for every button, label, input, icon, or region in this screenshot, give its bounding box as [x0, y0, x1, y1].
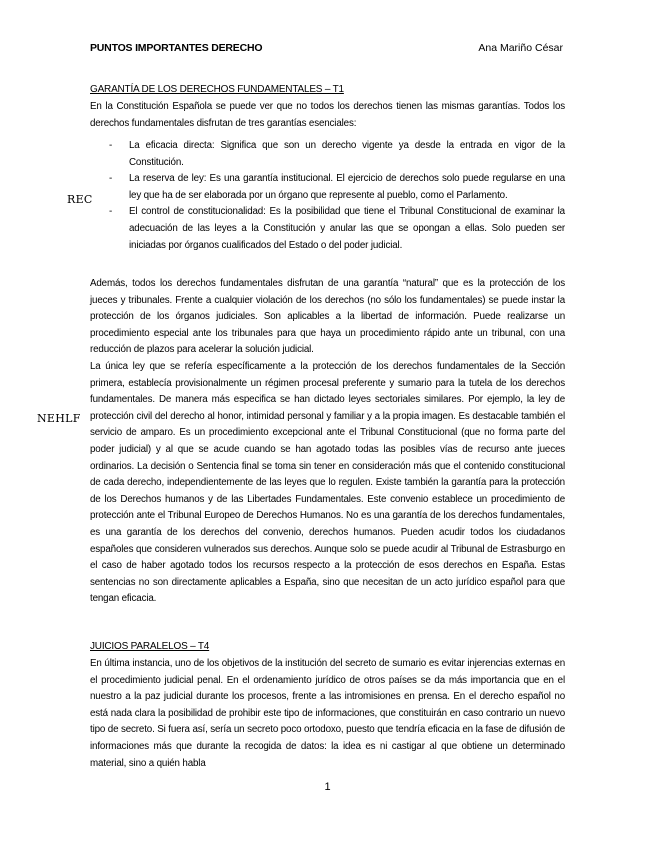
- section2-paragraph: En última instancia, uno de los objetivos de la institución del secreto de sumario es evitar injerencias externas en el procedimiento judicial penal. En el ordenamiento jurídico de otros países se da más importancia que en el nuestro a la paz judicial durante los procesos, frente a las intromisiones en prensa. En el derecho español no está nada clara la posibilidad de prohibir este tipo de informaciones, que constituirán en caso contrario un nuevo tipo de secreto. Si fuera así, sería un secreto poco ortodoxo, puesto que tendría eficacia en la fase de difusión de informaciones más que durante la recogida de datos: la idea es ni castigar al que obtiene un determinado material, sino a quién habla: [90, 658, 565, 769]
- guarantees-list: [90, 138, 565, 254]
- list-item: - El control de constitucionalidad: Es la posibilidad que tiene el Tribunal Constitucional de examinar la adecuación de las leyes a la Constitución y anular las que se opongan a ellas. Solo pueden ser iniciadas por órganos cualificados del Estado o del poder judicial.: [109, 206, 565, 251]
- page-number: 1: [324, 781, 331, 793]
- section1-intro: En la Constitución Española se puede ver que no todos los derechos tienen las mismas garantías. Todos los derechos fundamentales disfrutan de tres garantías esenciales:: [90, 101, 565, 129]
- section1-paragraph-2: La única ley que se refería específicamente a la protección de los derechos fundamentales de la Sección primera, establecía provisionalmente un régimen procesal preferente y sumario para la tutela de los derechos fundamentales. De manera más especifica se han dictado leyes sectoriales similares. Por ejemplo, la ley de protección civil del derecho al honor, intimidad personal y familiar y a la propia imagen. Es destacable también el servicio de amparo. Es un procedimiento excepcional ante el Tribunal Constitucional (que no forma parte del poder judicial) y al que se acude cuando se han agotado todas las posibles vías de recurso ante jueces ordinarios. La decisión o Sentencia final se toma sin tener en consideración más que el contenido constitucional de cada derecho, independientemente de las leyes que lo regulen. Existe también la garantía para la protección de los Derechos humanos y de las Libertades Fundamentales. Este convenio establece un procedimiento de protección ante el Tribunal Europeo de Derechos Humanos. No es una garantía de los derechos fundamentales, es una garantía de los derechos del convenio, derechos humanos. Pueden acudir todos los ciudadanos españoles que consideren vulnerados sus derechos. Aunque solo se puede acudir al Tribunal de Estrasburgo en el caso de haber agotado todos los recursos respecto a la protección de esos derechos en España. Estas sentencias no son directamente aplicables a España, sino que necesitan de un acto jurídico español para que tengan eficacia.: [90, 361, 565, 605]
- margin-note-rec: REC: [67, 193, 93, 206]
- author-name: Ana Mariño César: [478, 42, 563, 54]
- document-title: PUNTOS IMPORTANTES DERECHO: [90, 42, 263, 54]
- section-title-garantia: GARANTÍA DE LOS DERECHOS FUNDAMENTALES – T1: [90, 84, 344, 95]
- margin-note-nehlf: NEHLF: [37, 412, 81, 425]
- dash-bullet-icon: -: [109, 140, 113, 151]
- list-item: - La reserva de ley: Es una garantía institucional. El ejercicio de derechos solo puede regularse en una ley que ha de ser elaborada por un órgano que represente al pueblo, como el Parlamento.: [109, 173, 565, 201]
- dash-bullet-icon: -: [109, 173, 113, 185]
- section-title-juicios: JUICIOS PARALELOS – T4: [90, 641, 210, 652]
- section1-paragraph-1: Además, todos los derechos fundamentales disfrutan de una garantía “natural” que es la protección de los jueces y tribunales. Frente a cualquier violación de los derechos (no sólo los fundamentales) se puede instar la protección de los órganos judiciales. Son aplicables a la libertad de información. Puede realizarse un procedimiento especial ante los tribunales para que haya un procedimiento rápido ante un tribunal, con una reducción de plazos para acelerar la solución judicial.: [90, 278, 565, 356]
- dash-bullet-icon: -: [109, 206, 113, 218]
- list-item: - La eficacia directa: Significa que son un derecho vigente ya desde la entrada en vigor de la Constitución.: [109, 140, 565, 168]
